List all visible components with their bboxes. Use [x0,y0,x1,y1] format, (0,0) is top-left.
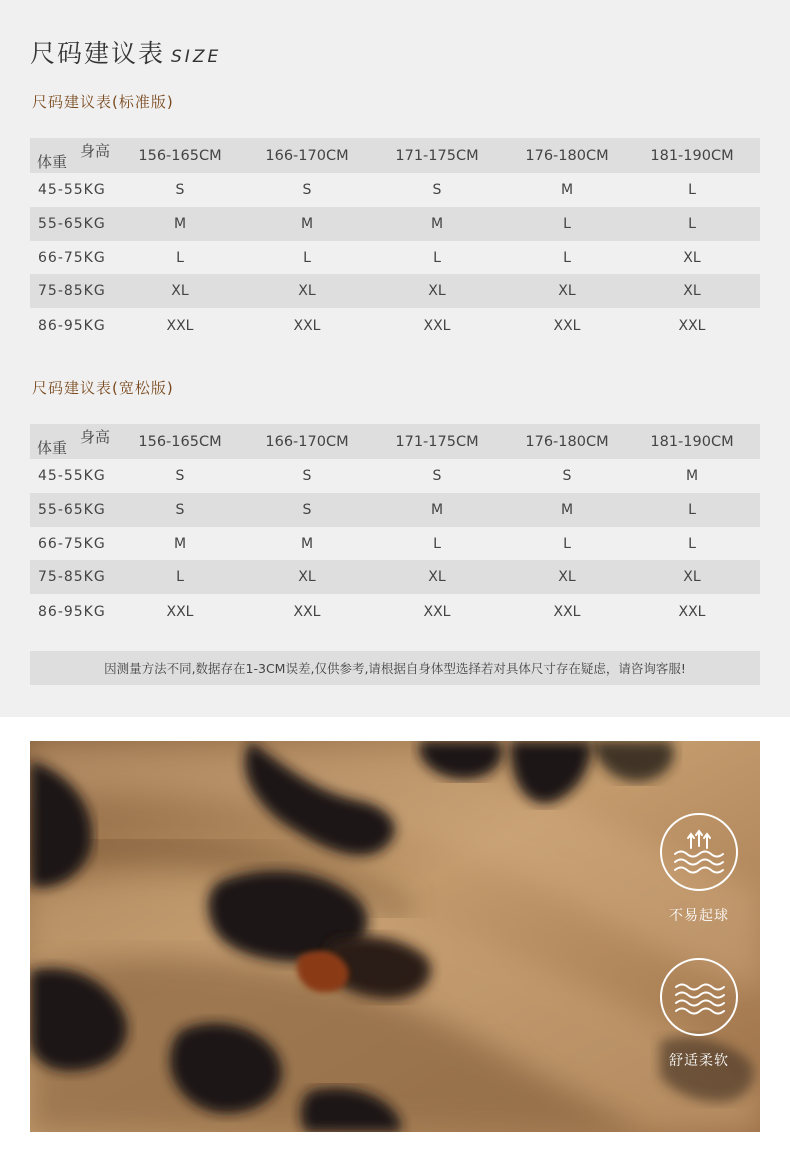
size-cell: S [432,468,442,484]
measurement-note: 因测量方法不同,数据存在1-3CM误差,仅供参考,请根据自身体型选择若对具体尺寸存在疑虑，请咨询客服! [30,651,760,685]
height-column-header: 156-165CM [138,433,222,450]
size-cell: XXL [553,317,581,334]
size-cell: S [432,182,442,198]
size-cell: XL [683,249,701,266]
feature-soft-comfort [654,958,744,1070]
size-cell: S [175,182,185,198]
size-cell: L [433,249,441,266]
size-cell: XL [428,283,446,299]
height-column-header: 181-190CM [650,147,734,164]
size-cell: L [303,249,311,266]
corner-height-label: 身高 [80,428,111,446]
size-cell: XXL [678,603,706,620]
page-title-text: 尺码建议表 [30,39,166,68]
size-cell: L [688,535,696,552]
size-cell: M [430,502,444,518]
size-cell: XL [298,283,316,299]
size-cell: M [173,216,187,232]
height-column-header: 166-170CM [265,433,349,450]
standard-table-title: 尺码建议表(标准版) [32,93,174,111]
table-row [30,459,760,493]
size-cell: XXL [166,317,194,334]
weight-label: 86-95KG [38,317,106,334]
weight-label: 66-75KG [38,535,106,552]
size-cell: XXL [553,603,581,620]
feature-label-anti-pilling: 不易起球 [669,908,729,924]
weight-label: 55-65KG [38,216,106,232]
size-cell: XXL [678,317,706,334]
table-header-row [30,138,760,173]
corner-weight-label: 体重 [37,439,68,457]
height-column-header: 156-165CM [138,147,222,164]
size-cell: M [560,182,574,198]
table-row [30,527,760,560]
size-cell: XL [558,283,576,299]
table-header-row [30,424,760,459]
size-cell: S [302,182,312,198]
table-row [30,493,760,527]
weight-label: 55-65KG [38,502,106,518]
page-title [30,34,221,70]
size-cell: XL [683,569,701,585]
size-cell: XL [683,283,701,299]
size-cell: M [430,216,444,232]
feature-anti-pilling [654,813,744,925]
table-row [30,594,760,629]
soft-comfort-icon-glyph [662,960,736,1034]
size-cell: L [433,535,441,552]
anti-pilling-icon [660,813,738,891]
size-cell: XL [171,283,189,299]
standard-size-table [30,138,760,343]
size-cell: L [176,249,184,266]
weight-label: 75-85KG [38,569,106,585]
weight-label: 86-95KG [38,603,106,620]
size-cell: L [688,502,696,518]
table-row [30,274,760,308]
soft-comfort-icon [660,958,738,1036]
size-cell: M [300,216,314,232]
corner-height-label: 身高 [80,142,111,160]
size-cell: L [688,216,696,232]
table-row [30,308,760,343]
size-cell: S [175,502,185,518]
size-cell: M [173,535,187,552]
weight-label: 45-55KG [38,182,106,198]
weight-label: 75-85KG [38,283,106,299]
size-cell: S [302,502,312,518]
size-cell: S [175,468,185,484]
table-row [30,560,760,594]
size-cell: L [176,569,184,585]
page-title-sub: SIZE [171,47,222,67]
fabric-closeup-image [30,741,760,1132]
size-cell: M [300,535,314,552]
feature-label-soft-comfort: 舒适柔软 [669,1053,729,1069]
size-cell: XL [298,569,316,585]
size-cell: XXL [166,603,194,620]
weight-label: 66-75KG [38,249,106,266]
height-column-header: 171-175CM [395,433,479,450]
size-cell: XL [428,569,446,585]
height-column-header: 176-180CM [525,147,609,164]
table-row [30,241,760,274]
height-column-header: 171-175CM [395,147,479,164]
height-column-header: 181-190CM [650,433,734,450]
height-column-header: 176-180CM [525,433,609,450]
size-cell: L [563,249,571,266]
table-row [30,207,760,241]
size-cell: L [688,182,696,198]
leopard-fabric-illustration [30,741,760,1132]
size-cell: S [302,468,312,484]
size-cell: L [563,216,571,232]
loose-size-table [30,424,760,629]
corner-weight-label: 体重 [37,153,68,171]
table-row [30,173,760,207]
size-cell: M [685,468,699,484]
loose-table-title: 尺码建议表(宽松版) [32,379,174,397]
size-cell: XL [558,569,576,585]
size-cell: L [563,535,571,552]
weight-label: 45-55KG [38,468,106,484]
size-cell: XXL [293,603,321,620]
size-cell: XXL [293,317,321,334]
anti-pilling-icon-glyph [662,815,736,889]
size-cell: M [560,502,574,518]
size-cell: XXL [423,603,451,620]
height-column-header: 166-170CM [265,147,349,164]
size-cell: S [562,468,572,484]
size-cell: XXL [423,317,451,334]
